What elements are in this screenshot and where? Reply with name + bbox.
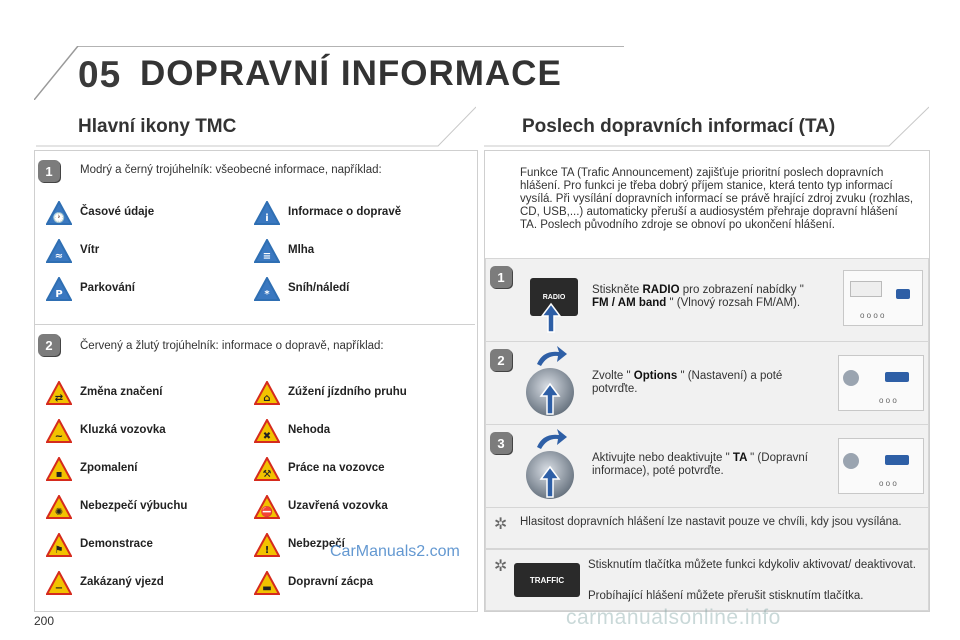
tmc-item-label: Kluzká vozovka	[80, 424, 166, 436]
rotate-arrow-icon	[533, 427, 569, 449]
parking-icon	[46, 277, 72, 301]
tmc-item-label: Nebezpečí výbuchu	[80, 500, 188, 512]
svg-text:⛔: ⛔	[260, 507, 274, 518]
svg-text:▪: ▪	[55, 469, 63, 480]
section2-intro: Červený a žlutý trojúhelník: informace o dopravě, například:	[80, 340, 384, 352]
step-badge-r2: 2	[490, 349, 512, 371]
press-arrow-icon	[540, 302, 562, 334]
svg-text:≈: ≈	[54, 251, 64, 262]
tmc-item-label: Informace o dopravě	[288, 206, 402, 218]
svg-text:i: i	[265, 213, 269, 224]
press-arrow-icon	[539, 382, 561, 416]
svg-text:~: ~	[54, 431, 64, 442]
step-badge-2: 2	[38, 334, 60, 356]
svg-text:⚒: ⚒	[262, 469, 272, 480]
svg-text:−: −	[54, 583, 64, 594]
traffic-line2: Probíhající hlášení můžete přerušit stisknutím tlačítka.	[588, 590, 864, 602]
step1-text: Stiskněte RADIO pro zobrazení nabídky " FM / AM band " (Vlnový rozsah FM/AM).	[592, 284, 804, 309]
divider	[35, 324, 475, 325]
volume-note: Hlasitost dopravních hlášení lze nastavit pouze ve chvíli, kdy jsou vysílána.	[520, 516, 902, 528]
rotate-arrow-icon	[533, 344, 569, 366]
no-entry-icon	[46, 571, 72, 595]
slippery-road-icon	[46, 419, 72, 443]
explosion-icon	[46, 495, 72, 519]
watermark: CarManuals2.com	[330, 543, 460, 560]
svg-text:*: *	[264, 289, 270, 300]
closed-road-icon	[254, 495, 280, 519]
clock-icon	[46, 201, 72, 225]
tmc-item-label: Nebezpečí	[288, 538, 345, 550]
tmc-item-label: Zpomalení	[80, 462, 138, 474]
fog-icon	[254, 239, 280, 263]
device-illustration: o o o o	[843, 270, 923, 326]
svg-text:▬: ▬	[262, 583, 272, 594]
sun-icon: ✲	[494, 516, 508, 533]
demonstration-icon	[46, 533, 72, 557]
ta-intro: Funkce TA (Trafic Announcement) zajišťuje prioritní poslech dopravních hlášení. Pro funkci je třeba dobrý příjem stanice, která tento typ informací vysílá. Při vysílání dopravních informací se právě hrající zdroj zvuku (rozhlas, CD, USB,...) automaticky přeruší a audiosystém přehraje dopravní hlášení TA. Poslech původního zdroje se obnoví po ukončení hlášení.	[520, 167, 914, 231]
page-title: DOPRAVNÍ INFORMACE	[140, 54, 562, 93]
device-illustration: o o o	[838, 355, 924, 411]
page-number: 200	[34, 614, 55, 628]
radio-button[interactable]: RADIO	[530, 278, 578, 316]
svg-text:⚑: ⚑	[54, 545, 64, 556]
tmc-item-label: Změna značení	[80, 386, 163, 398]
wind-icon	[46, 239, 72, 263]
svg-text:✖: ✖	[262, 431, 272, 442]
lane-narrow-icon	[254, 381, 280, 405]
step3-text: Aktivujte nebo deaktivujte " TA " (Dopravní informace), poté potvrďte.	[592, 452, 808, 477]
svg-text:!: !	[264, 545, 270, 556]
left-section-title: Hlavní ikony TMC	[78, 116, 237, 137]
tmc-item-label: Zúžení jízdního pruhu	[288, 386, 407, 398]
step-badge-r3: 3	[490, 432, 512, 454]
sun-icon: ✲	[494, 558, 508, 575]
right-section-title: Poslech dopravních informací (TA)	[522, 116, 836, 137]
tmc-item-label: Práce na vozovce	[288, 462, 385, 474]
svg-text:⌂: ⌂	[263, 393, 271, 404]
svg-text:P: P	[55, 289, 63, 300]
traffic-line1: Stisknutím tlačítka můžete funkci kdykoliv aktivovat/ deaktivovat.	[588, 559, 916, 571]
snow-icon	[254, 277, 280, 301]
step-badge-1: 1	[38, 160, 60, 182]
tmc-item-label: Časové údaje	[80, 206, 155, 218]
info-icon	[254, 201, 280, 225]
svg-text:🕐: 🕐	[52, 213, 66, 224]
sign-change-icon	[46, 381, 72, 405]
tmc-item-label: Dopravní zácpa	[288, 576, 373, 588]
step2-text: Zvolte " Options " (Nastavení) a poté potvrďte.	[592, 370, 783, 395]
svg-text:⇄: ⇄	[54, 393, 64, 404]
device-illustration: o o o	[838, 438, 924, 494]
svg-text:≡: ≡	[262, 251, 272, 262]
svg-text:✺: ✺	[54, 507, 64, 518]
tmc-item-label: Mlha	[288, 244, 315, 256]
accident-icon	[254, 419, 280, 443]
tmc-item-label: Parkování	[80, 282, 135, 294]
chapter-number: 05	[78, 54, 122, 95]
traffic-button[interactable]: TRAFFIC	[514, 563, 580, 597]
tmc-item-label: Nehoda	[288, 424, 331, 436]
danger-icon	[254, 533, 280, 557]
tmc-item-label: Zakázaný vjezd	[80, 576, 164, 588]
step-badge-r1: 1	[490, 266, 512, 288]
section1-intro: Modrý a černý trojúhelník: všeobecné informace, například:	[80, 164, 382, 176]
tmc-item-label: Demonstrace	[80, 538, 153, 550]
tmc-item-label: Vítr	[80, 244, 100, 256]
slowdown-icon	[46, 457, 72, 481]
watermark-footer: carmanualsonline.info	[566, 606, 781, 629]
press-arrow-icon	[539, 465, 561, 499]
traffic-jam-icon	[254, 571, 280, 595]
tmc-item-label: Sníh/náledí	[288, 282, 350, 294]
roadworks-icon	[254, 457, 280, 481]
tmc-item-label: Uzavřená vozovka	[288, 500, 388, 512]
